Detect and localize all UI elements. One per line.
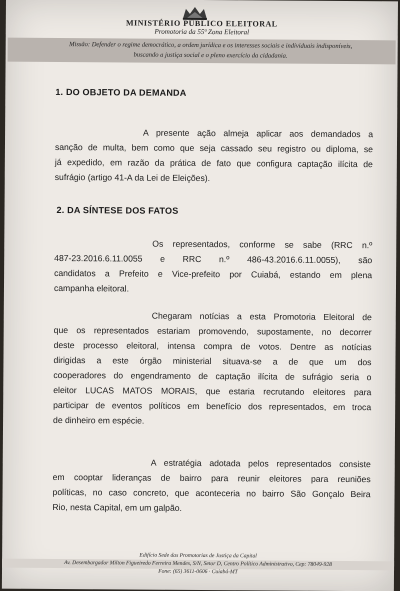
- footer-line: Fone: (65) 3611-0606 · Cuiabá-MT: [158, 568, 238, 576]
- text-line: participar de eventos políticos em benefício dos representados, em troca: [53, 399, 372, 413]
- footer-line: Edifício Sede das Promotorias de Justiça da Capital: [139, 552, 257, 560]
- text-line: Chegaram notícias a esta Promotoria Eleitoral de: [151, 310, 372, 323]
- text-line: de dinheiro em espécie.: [53, 414, 145, 426]
- mission-line: buscando a justiça social e o pleno exercício da cidadania.: [133, 51, 288, 60]
- footer-line: Av. Desembargador Milton Figueiredo Ferreira Mendes, S/N, Setor D, Centro Político Administrativo, Cep: 78049-928: [64, 560, 332, 568]
- text-line: Rio, nesta Capital, em um galpão.: [52, 501, 182, 513]
- text-line: sanção de multa, bem como que seja cassado seu registro ou diploma, se: [54, 141, 373, 155]
- paragraph: [55, 125, 373, 187]
- mission-line: Missão: Defender o regime democrático, a ordem jurídica e os interesses sociais e individuais indisponíveis,: [69, 41, 353, 51]
- text-line: sufrágio (artigo 41-A da Lei de Eleições).: [54, 171, 211, 184]
- text-line: 487-23.2016.6.11.0055 e RRC n.º 486-43.2016.6.11.0055), são: [54, 252, 373, 266]
- institution-title: MINISTÉRIO PÚBLICO ELEITORAL: [125, 18, 278, 29]
- text-line: já expedido, em razão da prática de fato que configura captação ilícita de: [54, 156, 373, 170]
- text-line: cooperadores do engendramento de captação ilícita de sufrágio seria o: [53, 369, 372, 383]
- paragraph: [53, 308, 372, 430]
- document-page: [2, 0, 398, 591]
- paragraph: [52, 455, 370, 517]
- text-line: em cooptar lideranças de bairro para reunir eleitores para reuniões: [52, 471, 371, 485]
- footer: [2, 551, 394, 578]
- paragraph: [54, 236, 372, 298]
- text-line: candidatos a Prefeito e Vice-prefeito por Cuiabá, estando em plena: [54, 267, 373, 281]
- text-line: campanha eleitoral.: [53, 282, 130, 294]
- letterhead: [6, 18, 398, 39]
- text-line: eleitor LUCAS MATOS MORAIS, que estaria recrutando eleitores para: [53, 384, 372, 398]
- institution-subtitle: Promotoria da 55ª Zona Eleitoral: [154, 27, 250, 37]
- mission-statement: [36, 40, 386, 62]
- text-line: A estratégia adotada pelos representados consiste: [150, 457, 371, 470]
- section-heading: 1. DO OBJETO DA DEMANDA: [55, 86, 187, 98]
- text-line: deste processo eleitoral, intensa compra de votos. Dentre as notícias: [53, 339, 372, 353]
- text-line: políticas, no caso concreto, que aconteceria no bairro São Gonçalo Beira: [52, 486, 371, 500]
- text-line: que os representados estariam promovendo, supostamente, no decorrer: [53, 324, 372, 338]
- text-line: A presente ação almeja aplicar aos demandados a: [143, 127, 374, 140]
- text-line: dirigidas a este órgão ministerial situava-se a de que um dos: [53, 354, 372, 368]
- section-heading: 2. DA SÍNTESE DOS FATOS: [56, 204, 179, 216]
- text-line: Os representados, conforme se sabe (RRC n.º: [152, 238, 373, 251]
